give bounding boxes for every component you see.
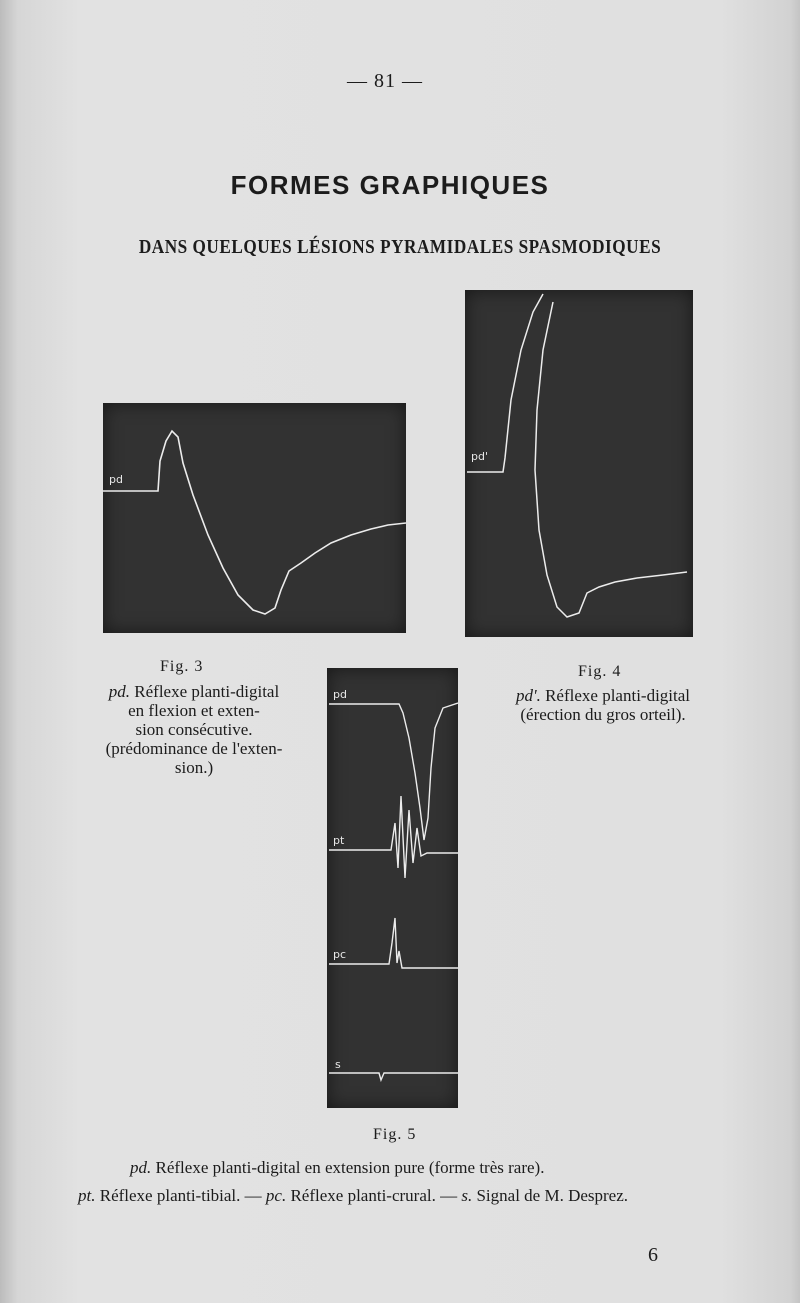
figure-5-trace	[327, 668, 458, 1108]
figure-3-label: Fig. 3	[160, 658, 204, 675]
page-title: FORMES GRAPHIQUES	[230, 170, 550, 200]
figure-5-plate	[327, 668, 458, 1108]
figure-4-label: Fig. 4	[578, 663, 622, 680]
page-number: — 81 —	[347, 70, 423, 92]
figure-5-abbr-s: s.	[461, 1186, 473, 1205]
page-subtitle: DANS QUELQUES LÉSIONS PYRAMIDALES SPASMODIQUES	[138, 236, 662, 258]
figure-3-caption-line-5: sion.)	[174, 758, 214, 777]
figure-4-trace-label: pd'	[471, 450, 488, 463]
figure-3-plate	[103, 403, 406, 633]
figure-3-caption-line-4: (prédominance de l'exten-	[105, 739, 283, 758]
figure-4-plate	[465, 290, 693, 637]
figure-3-trace	[103, 403, 406, 633]
figure-5-legend-line-1: pd. Réflexe planti-digital en extension pure (forme très rare).	[130, 1158, 545, 1177]
figure-5-legend-line-2: pt. Réflexe planti-tibial. — pc. Réflexe planti-crural. — s. Signal de M. Desprez.	[78, 1186, 629, 1205]
figure-4-abbr: pd'.	[515, 686, 541, 705]
figure-5-trace-label-pc: pc	[333, 948, 347, 961]
figure-5-label: Fig. 5	[373, 1126, 417, 1143]
figure-3-caption-line-2: en flexion et exten-	[128, 701, 260, 720]
figure-4-caption-line-1: pd'. Réflexe planti-digital	[515, 686, 691, 705]
figure-4-caption	[478, 686, 728, 724]
figure-5-abbr-pd: pd.	[130, 1158, 152, 1177]
figure-5-trace-label-pt: pt	[333, 834, 345, 847]
figure-5-abbr-pt: pt.	[78, 1186, 96, 1205]
figure-4-caption-line-2: (érection du gros orteil).	[520, 705, 686, 724]
figure-5-abbr-pc: pc.	[265, 1186, 287, 1205]
figure-5-trace-label-pd: pd	[333, 688, 347, 701]
figure-3-caption-line-1: pd. Réflexe planti-digital	[108, 682, 280, 701]
figure-5-trace-label-s: s	[335, 1058, 341, 1071]
figure-3-caption-line-3: sion consécutive.	[135, 720, 253, 739]
folio-number: 6	[648, 1244, 658, 1266]
figure-4-trace	[465, 290, 693, 637]
figure-3-trace-label: pd	[109, 473, 123, 486]
figure-3-caption	[74, 682, 314, 777]
figure-3-abbr: pd.	[108, 682, 131, 701]
